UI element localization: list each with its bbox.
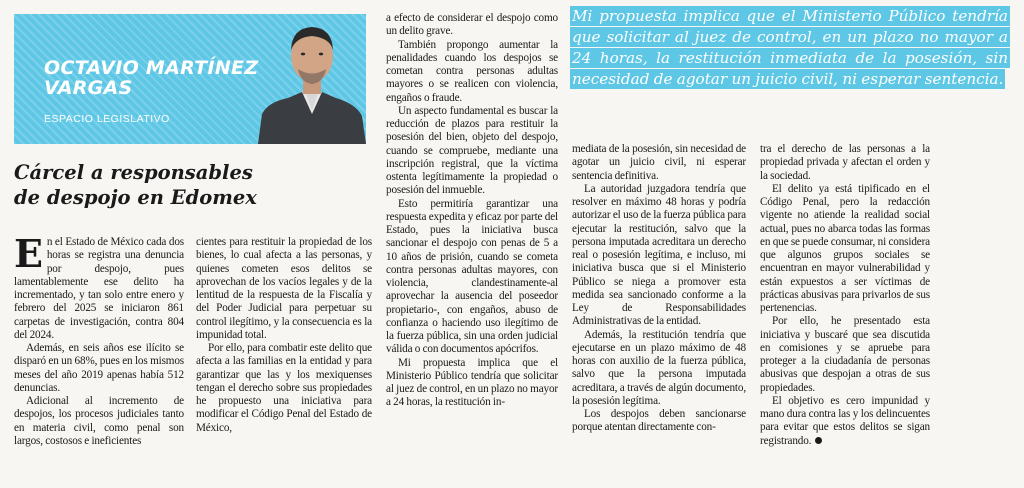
- paragraph: cientes para restituir la propiedad de los bienes, lo cual afecta a las personas, y quienes cometen esos delitos se aprovechan de los vacíos legales y de la lentitud de la respuesta de la Fiscalía y del Poder Judicial para perpetuar su control ilegítimo, y la consecuencia es la impunidad total.: [196, 236, 372, 341]
- text-column-1: [14, 231, 184, 448]
- column-header: [14, 14, 366, 144]
- text-column-2: [196, 236, 372, 435]
- author-portrait: [258, 14, 366, 144]
- paragraph: Adicional al incremento de despojos, los procesos judiciales tanto en materia civil, como penal son largos, costosos e ineficientes: [14, 395, 184, 447]
- author-name: [44, 58, 284, 98]
- text-column-4: [572, 143, 746, 435]
- paragraph: mediata de la posesión, sin necesidad de agotar un juicio civil, ni esperar sentencia definitiva.: [572, 143, 746, 182]
- pull-quote-text: Mi propuesta implica que el Ministerio Público tendría que solicitar al juez de control, en un plazo no mayor a 24 horas, la restitución inmediata de la posesión, sin necesidad de agotar un juicio civil, ni esperar sentencia.: [572, 7, 1008, 88]
- paragraph: Mi propuesta implica que el Ministerio Público tendría que solicitar al juez de control, en un plazo no mayor a 24 horas, la restitución in-: [386, 356, 558, 409]
- paragraph: Por ello, he presentado esta iniciativa y buscaré que sea discutida en comisiones y se apruebe para proteger a la ciudadanía de personas abusivas que despojan a otras de sus propiedades.: [760, 315, 930, 394]
- paragraph: Por ello, para combatir este delito que afecta a las familias en la entidad y para garantizar que las y los mexiquenses tengan el derecho sobre sus propiedades he propuesto una iniciativa para modificar el Código Penal del Estado de México,: [196, 342, 372, 434]
- end-mark-icon: [815, 437, 822, 444]
- article-headline: [14, 160, 374, 210]
- paragraph: El delito ya está tipificado en el Código Penal, pero la redacción vigente no atiende la realidad social actual, pues no abarca todas las formas en que se puede consumar, ni considera que algunos grupos sociales se encuentran en mayor vulnerabilidad y están expuestos a ser víctimas de prácticas abusivas para privarlos de sus pertenencias.: [760, 182, 930, 314]
- paragraph: Además, la restitución tendría que ejecutarse en un plazo máximo de 48 horas con auxilio de la fuerza pública, salvo que la persona imputada acreditara, a través de algún documento, la posesión legítima.: [572, 328, 746, 407]
- text-column-5: [760, 143, 930, 448]
- paragraph: La autoridad juzgadora tendría que resolver en máximo 48 horas y podría autorizar el uso de la fuerza pública para ejecutar la restitución, salvo que la persona imputada acreditara un derecho real o posesión legítima, e incluso, mi iniciativa busca que si el Ministerio Público se niega a promover esta medida sea sancionado conforme a la Ley de Responsabilidades Administrativas de la entidad.: [572, 182, 746, 328]
- section-label: ESPACIO LEGISLATIVO: [44, 113, 170, 125]
- paragraph: tra el derecho de las personas a la propiedad privada y afectan el orden y la sociedad.: [760, 143, 930, 182]
- author-name-line2: VARGAS: [44, 77, 133, 99]
- paragraph: Un aspecto fundamental es buscar la reducción de plazos para restituir la posesión del bien, objeto del despojo, cuando se compruebe, mediante una inscripción registral, que la víctima ostenta legítimamente la propiedad o posesión del inmueble.: [386, 104, 558, 197]
- paragraph: [14, 231, 184, 342]
- paragraph: Esto permitiría garantizar una respuesta expedita y eficaz por parte del Estado, pues la iniciativa busca sancionar el despojo con penas de 5 a 10 años de prisión, cuando se cometa contra personas adultas mayores, con violencia, clandestinamente-al aprovechar la ausencia del poseedor propietario-, con engaños, abuso de confianza o haciendo uso ilegítimo de la fuerza pública, sin una orden judicial válida o con documentos apócrifos.: [386, 197, 558, 356]
- paragraph-text: n el Estado de México cada dos horas se registra una denuncia por despojo, pues lamentablemente ese delito ha incrementado, y tan solo entre enero y febrero del 2025 se iniciaron 861 carpetas de investigación, contra 804 del 2024.: [14, 236, 184, 341]
- paragraph: También propongo aumentar la penalidades cuando los despojos se cometan contra personas adultas mayores o se realicen con violencia, engaños o fraude.: [386, 38, 558, 104]
- paragraph: Los despojos deben sancionarse porque atentan directamente con-: [572, 408, 746, 434]
- paragraph: a efecto de considerar el despojo como un delito grave.: [386, 12, 558, 38]
- text-column-3: [386, 12, 558, 410]
- drop-cap: E: [14, 231, 43, 276]
- author-name-line1: OCTAVIO MARTÍNEZ: [44, 57, 259, 79]
- headline-line2: de despojo en Edomex: [14, 186, 257, 209]
- headline-line1: Cárcel a responsables: [14, 161, 253, 184]
- pull-quote: [570, 6, 1010, 90]
- paragraph: [760, 395, 930, 448]
- paragraph: Además, en seis años ese ilícito se disparó en un 68%, pues en los mismos meses del año 2019 apenas había 512 denuncias.: [14, 342, 184, 394]
- paragraph-text: El objetivo es cero impunidad y mano dura contra las y los delincuentes para evitar que estos delitos se sigan registrando.: [760, 394, 930, 447]
